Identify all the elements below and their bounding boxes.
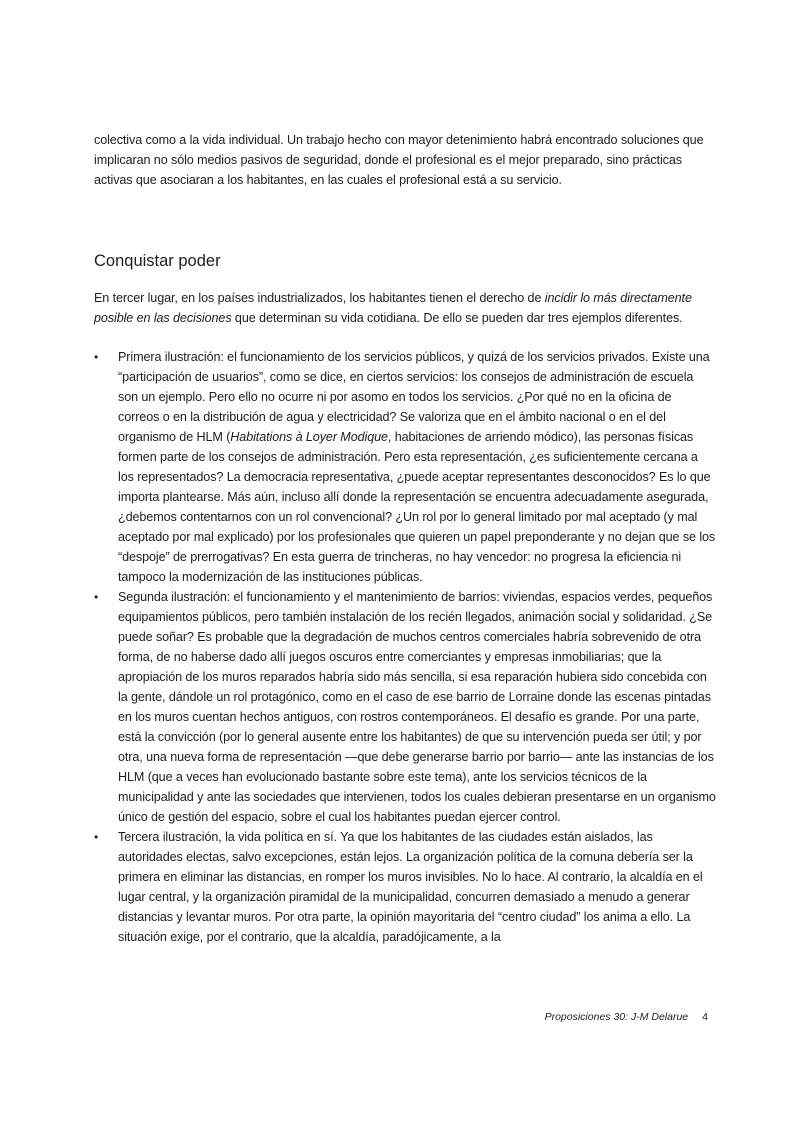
footer-source: Proposiciones 30: J-M Delarue bbox=[544, 1011, 689, 1023]
bullet-text-before: Segunda ilustración: el funcionamiento y el mantenimiento de barrios: viviendas, espacios verdes, pequeños equipamientos públicos, pero también instalación de los recién llegados, animación social y solidaridad. ¿Se puede soñar? Es probable que la degradación de muchos centros comerciales habría sobrevenido de otra forma, de no haberse dado allí juegos oscuros entre comerciantes y empresas inmobiliarias; que la apropiación de los muros reparados habría sido más sencilla, si esa reparación hubiera sido concebida con la gente, dándole un rol protagónico, como en el caso de ese barrio de Lorraine donde las escenas pintadas en los muros cuentan hechos antiguos, con rostros contemporáneos. El desafío es grande. Por una parte, está la convicción (por lo general ausente entre los habitantes) de que su intervención pueda ser útil; y por otra, una nueva forma de representación —que debe generarse barrio por barrio— ante las instancias de los HLM (que a veces han evolucionado bastante sobre este tema), ante los servicios técnicos de la municipalidad y ante las sociedades que intervienen, todos los cuales debieran presentarse en un organismo único de gestión del espacio, sobre el cual los habitantes puedan ejercer control. bbox=[118, 590, 716, 824]
lead-text-after: que determinan su vida cotidiana. De ello se pueden dar tres ejemplos diferentes. bbox=[231, 311, 683, 325]
list-item bbox=[94, 827, 716, 947]
lead-emphasis: incidir lo más directamente posible en las decisiones bbox=[94, 291, 692, 325]
bullet-text-after: , habitaciones de arriendo módico), las personas físicas formen parte de los consejos de administración. Pero esta representación, ¿es suficientemente cercana a los representados? La democracia representativa, ¿puede aceptar representantes desconocidos? Es lo que importa plantearse. Más aún, incluso allí donde la representación se encuentra adecuadamente asegurada, ¿debemos contentarnos con un rol convencional? ¿Un rol por lo general limitado por mal aceptado (y mal aceptado por mal explicado) por los profesionales que quieren un papel preponderante y no dejan que se los “despoje” de prerrogativas? En esta guerra de trincheras, no hay vencedor: no progresa la eficiencia ni tampoco la modernización de las instituciones públicas. bbox=[118, 430, 716, 584]
bullet-icon: • bbox=[94, 350, 99, 364]
list-item bbox=[94, 347, 716, 587]
bullet-text-before: Primera ilustración: el funcionamiento de los servicios públicos, y quizá de los servicios privados. Existe una “participación de usuarios”, como se dice, en ciertos servicios: los consejos de administración de escuela son un ejemplo. Pero ello no ocurre ni por asomo en todos los servicios. ¿Por qué no en la oficina de correos o en la distribución de agua y electricidad? Se valoriza que en el ámbito nacional o en el del organismo de HLM ( bbox=[118, 350, 710, 444]
bullet-icon: • bbox=[94, 830, 99, 844]
bullet-icon: • bbox=[94, 590, 99, 604]
lead-text-before: En tercer lugar, en los países industrializados, los habitantes tienen el derecho de bbox=[94, 291, 545, 305]
section-heading: Conquistar poder bbox=[94, 252, 221, 270]
bullet-text-before: Tercera ilustración, la vida política en sí. Ya que los habitantes de las ciudades están aislados, las autoridades electas, salvo excepciones, están lejos. La organización política de la comuna debería ser la primera en eliminar las distancias, en romper los muros invisibles. No lo hace. Al contrario, la alcaldía en el lugar central, y la organización piramidal de la municipalidad, concurren demasiado a menudo a generar distancias y levantar muros. Por otra parte, la opinión mayoritaria del “centro ciudad” los anima a ello. La situación exige, por el contrario, que la alcaldía, paradójicamente, a la bbox=[118, 830, 703, 944]
bullet-emphasis: Habitations à Loyer Modique bbox=[230, 430, 388, 444]
page-number: 4 bbox=[702, 1011, 708, 1023]
intro-paragraph: colectiva como a la vida individual. Un trabajo hecho con mayor detenimiento habrá encontrado soluciones que implicaran no sólo medios pasivos de seguridad, donde el profesional es el mejor preparado, sino prácticas activas que asociaran a los habitantes, en las cuales el profesional está a su servicio. bbox=[94, 133, 704, 187]
lead-paragraph bbox=[94, 288, 716, 328]
illustration-list bbox=[94, 347, 716, 947]
page-footer bbox=[545, 1010, 708, 1024]
list-item bbox=[94, 587, 716, 827]
